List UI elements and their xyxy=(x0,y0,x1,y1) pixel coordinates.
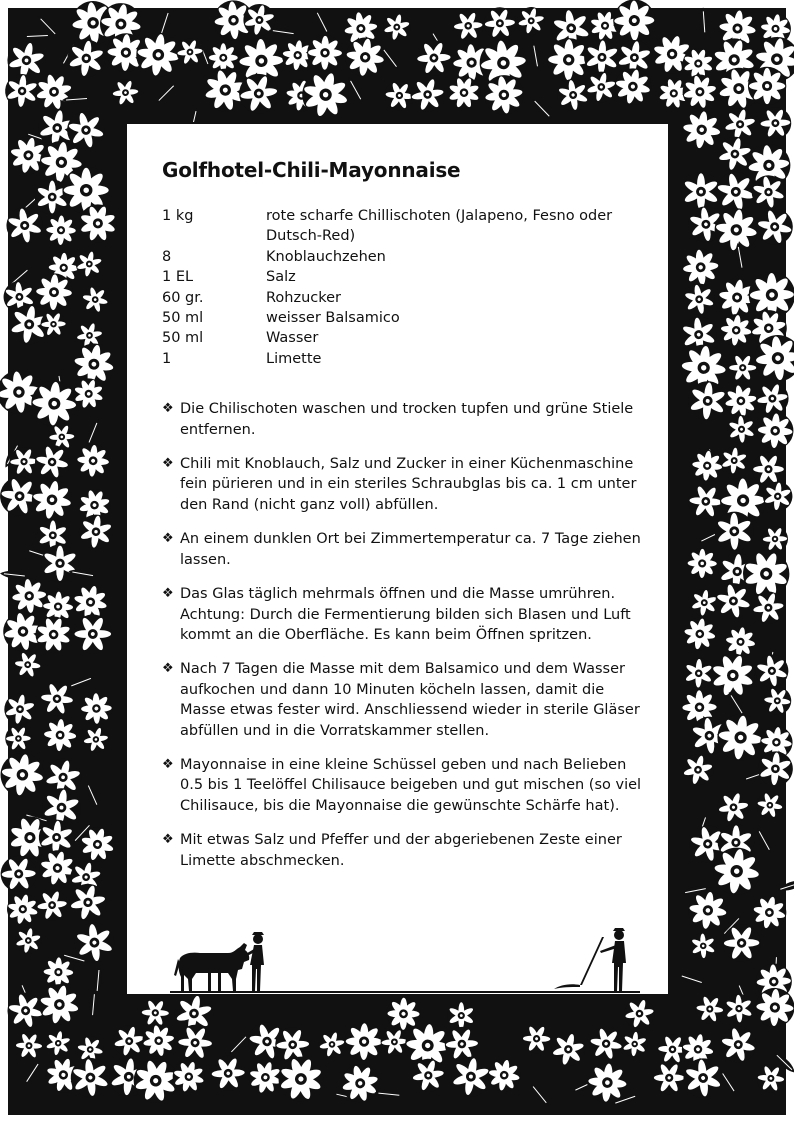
instruction-text: Chili mit Knoblauch, Salz und Zucker in einer Küchenmaschine fein pürieren und in ein steriles Schraubglas bis ca. 1 cm unter den Rand (nicht ganz voll) abfüllen. xyxy=(180,456,637,513)
ingredient-row xyxy=(162,206,642,247)
instruction-text: Mit etwas Salz und Pfeffer und der abgeriebenen Zeste einer Limette abschmecken. xyxy=(180,832,622,869)
diamond-bullet-icon: ❖ xyxy=(162,531,174,547)
ingredient-name: rote scharfe Chillischoten (Jalapeno, Fesno oder Dutsch-Red) xyxy=(266,208,613,245)
instruction-step xyxy=(162,659,642,741)
instruction-text: Nach 7 Tagen die Masse mit dem Balsamico und dem Wasser aufkochen und dann 10 Minuten köcheln lassen, damit die Masse etwas fester wird. Anschliessend wieder in sterile Gläser abfüllen und in die Vorratskammer stellen. xyxy=(180,661,640,739)
ingredient-quantity: 50 ml xyxy=(162,330,204,347)
scythe-farmer-icon xyxy=(554,928,626,991)
ingredient-name: Rohzucker xyxy=(266,289,342,306)
farm-scene-illustration xyxy=(170,925,640,997)
diamond-bullet-icon: ❖ xyxy=(162,756,174,772)
diamond-bullet-icon: ❖ xyxy=(162,456,174,472)
ingredient-list xyxy=(162,206,642,369)
ingredient-quantity: 1 kg xyxy=(162,208,194,224)
instruction-text: An einem dunklen Ort bei Zimmertemperatur ca. 7 Tage ziehen lassen. xyxy=(180,531,641,568)
instruction-list xyxy=(162,399,642,871)
instruction-step xyxy=(162,399,642,440)
instruction-text: Das Glas täglich mehrmals öffnen und die Masse umrühren. Achtung: Durch die Fermentierung bilden sich Blasen und Luft kommt an die Oberfläche. Es kann beim Öffnen spritzen. xyxy=(180,586,631,643)
ingredient-row xyxy=(162,267,642,287)
ingredient-name: weisser Balsamico xyxy=(266,310,400,327)
ingredient-quantity: 1 xyxy=(162,350,172,367)
ingredient-name: Salz xyxy=(266,269,296,286)
instruction-step xyxy=(162,830,642,871)
instruction-text: Mayonnaise in eine kleine Schüssel geben und nach Belieben 0.5 bis 1 Teelöffel Chilisauce beigeben und gut mischen (so viel Chilisauce, bis die Mayonnaise die gewünschte Schärfe hat). xyxy=(180,756,642,814)
ingredient-name: Limette xyxy=(266,350,322,367)
ingredient-row xyxy=(162,247,642,267)
instruction-step xyxy=(162,454,642,515)
instruction-text: Die Chilischoten waschen und trocken tupfen und grüne Stiele entfernen. xyxy=(180,401,634,438)
diamond-bullet-icon: ❖ xyxy=(162,401,174,417)
ingredient-row xyxy=(162,349,642,369)
ingredient-row xyxy=(162,328,642,348)
ingredient-row xyxy=(162,308,642,328)
ingredient-row xyxy=(162,288,642,308)
instruction-step xyxy=(162,529,642,570)
instruction-step xyxy=(162,584,642,645)
diamond-bullet-icon: ❖ xyxy=(162,832,174,848)
ingredient-quantity: 1 EL xyxy=(162,269,194,286)
ingredient-quantity: 50 ml xyxy=(162,310,204,327)
recipe-title: Golfhotel-Chili-Mayonnaise xyxy=(162,158,461,182)
recipe-content xyxy=(162,156,642,885)
ingredient-name: Wasser xyxy=(266,330,319,347)
ingredient-quantity: 8 xyxy=(162,248,172,265)
farmer-icon xyxy=(244,932,264,991)
instruction-step xyxy=(162,755,642,816)
diamond-bullet-icon: ❖ xyxy=(162,661,174,677)
cow-icon xyxy=(174,943,249,991)
diamond-bullet-icon: ❖ xyxy=(162,586,174,602)
ingredient-name: Knoblauchzehen xyxy=(266,248,386,265)
ingredient-quantity: 60 gr. xyxy=(162,289,204,306)
